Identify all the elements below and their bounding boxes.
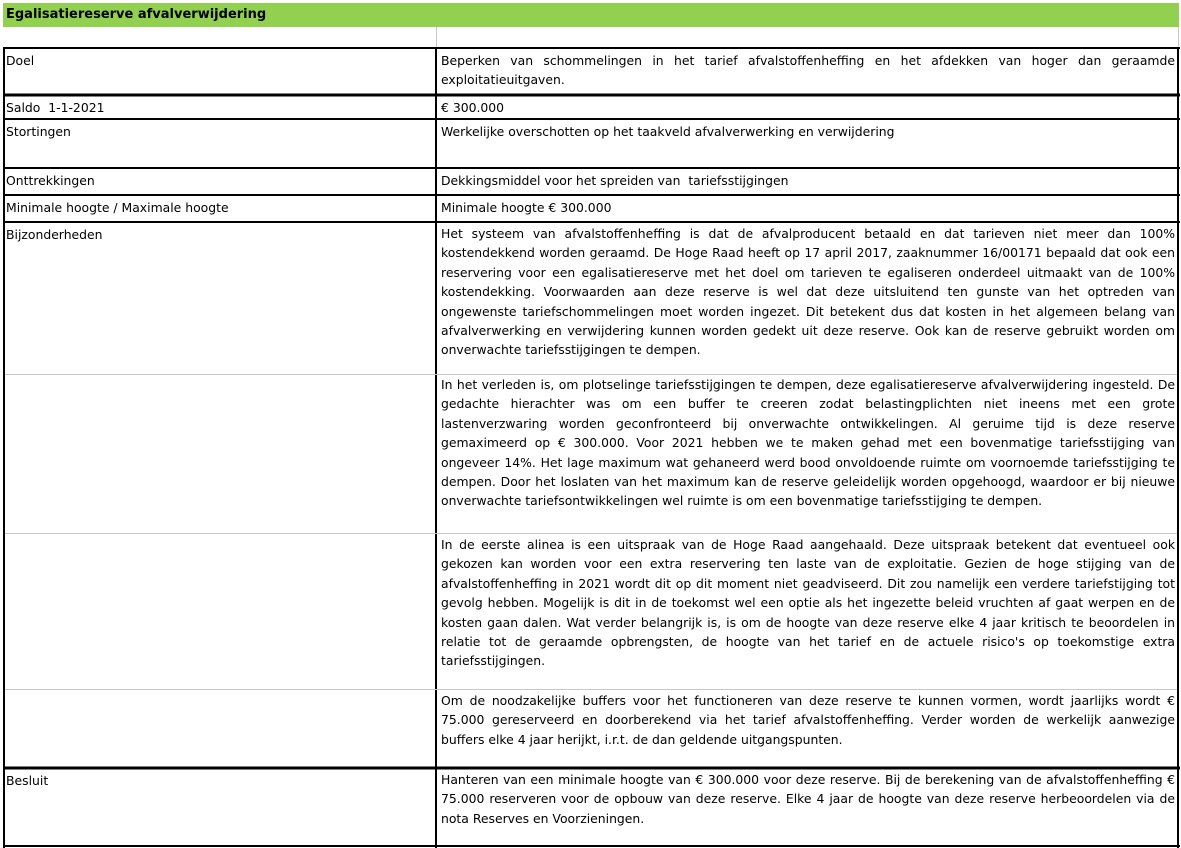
value-onttrekkingen: Dekkingsmiddel voor het spreiden van tariefsstijgingen <box>441 173 789 188</box>
label-bijzonderheden: Bijzonderheden <box>6 227 103 242</box>
row-bijzonderheden-1 <box>3 223 1178 374</box>
row-bijzonderheden-3 <box>3 534 1178 689</box>
row-stortingen <box>3 120 1178 168</box>
row-doel <box>3 49 1178 95</box>
value-hoogte: Minimale hoogte € 300.000 <box>441 200 612 215</box>
value-saldo: € 300.000 <box>441 100 505 115</box>
label-saldo: Saldo 1-1-2021 <box>6 100 105 115</box>
row-hoogte <box>3 196 1178 222</box>
row-onttrekkingen <box>3 169 1178 195</box>
label-hoogte: Minimale hoogte / Maximale hoogte <box>6 200 229 215</box>
label-stortingen: Stortingen <box>6 124 71 139</box>
value-besluit: Hanteren van een minimale hoogte van € 300.000 voor deze reserve. Bij de berekening van de afvalstoffenheffing € 75.000 reserveren voor de opbouw van deze reserve. Elke 4 jaar de hoogte van deze reserve herbeoordelen via de nota Reserves en Voorzieningen. <box>441 772 1175 826</box>
row-besluit <box>3 769 1178 845</box>
table-title: Egalisatiereserve afvalverwijdering <box>3 3 1179 27</box>
bijzonderheden-paragraph: Het systeem van afvalstoffenheffing is dat de afvalproducent betaald en dat tarieven niet meer dan 100% kostendekkend worden geraamd. De Hoge Raad heeft op 17 april 2017, zaaknummer 16/00171 bepaald dat ook een reservering voor een egalisatiereserve met het doel om tarieven te egaliseren onderdeel uitmaakt van de 100% kostendekking. Voorwaarden aan deze reserve is wel dat deze uitsluitend ten gunste van het optreden van ongewenste tariefschommelingen moet worden ingezet. Dit betekent dus dat kosten in het algemeen belang van afvalverwerking en verwijdering kunnen worden gedekt uit deze reserve. Ook kan de reserve gebruikt worden om onverwachte tariefsstijgingen te dempen. <box>441 226 1175 358</box>
bijzonderheden-paragraph: In het verleden is, om plotselinge tariefsstijgingen te dempen, deze egalisatiereserve afvalverwijdering ingesteld. De gedachte hierachter was om een buffer te creeren zodat belastingplichten niet ineens met een grote lastenverzwaring worden geconfronteerd bij onverwachte ontwikkelingen. Al geruime tijd is deze reserve gemaximeerd op € 300.000. Voor 2021 hebben we te maken gehad met een bovenmatige tariefsstijging van ongeveer 14%. Het lage maximum wat gehaneerd werd bood onvoldoende ruimte om voornoemde tariefsstijging te dempen. Door het loslaten van het maximum kan de reserve geleidelijk worden opgehoogd, waardoor er bij nieuwe onverwachte tariefsontwikkelingen wel ruimte is om een bovenmatige tariefsstijging te dempen. <box>441 377 1175 509</box>
value-stortingen: Werkelijke overschotten op het taakveld afvalverwerking en verwijdering <box>441 124 895 139</box>
label-doel: Doel <box>6 53 35 68</box>
bijzonderheden-paragraph: Om de noodzakelijke buffers voor het functioneren van deze reserve te kunnen vormen, wordt jaarlijks wordt € 75.000 gereserveerd en doorberekend via het tarief afvalstoffenheffing. Verder worden de werkelijk aanwezige buffers elke 4 jaar herijkt, i.r.t. de dan geldende uitgangspunten. <box>441 693 1175 747</box>
label-besluit: Besluit <box>6 773 49 788</box>
row-bijzonderheden-4 <box>3 690 1178 768</box>
row-bijzonderheden-2 <box>3 375 1178 533</box>
value-doel: Beperken van schommelingen in het tarief afvalstoffenheffing en het afdekken van hoger dan geraamde exploitatieuitgaven. <box>441 53 1175 88</box>
row-saldo <box>3 96 1178 119</box>
label-onttrekkingen: Onttrekkingen <box>6 173 95 188</box>
bijzonderheden-paragraph: In de eerste alinea is een uitspraak van de Hoge Raad aangehaald. Deze uitspraak betekent dat eventueel ook gekozen kan worden voor een extra reservering ten laste van de exploitatie. Gezien de hoge stijging van de afvalstoffenheffing in 2021 wordt dit op dit moment niet geadviseerd. Dit zou namelijk een verdere tariefstijging tot gevolg hebben. Mogelijk is dit in de toekomst wel een optie als het ingezette beleid vruchten af gaat werpen en de kosten gaan dalen. Wat verder belangrijk is, is om de hoogte van deze reserve elke 4 jaar kritisch te beoordelen in relatie tot de geraamde opbrengsten, de hoogte van het tarief en de actuele risico's op toekomstige extra tariefsstijgingen. <box>441 537 1175 669</box>
